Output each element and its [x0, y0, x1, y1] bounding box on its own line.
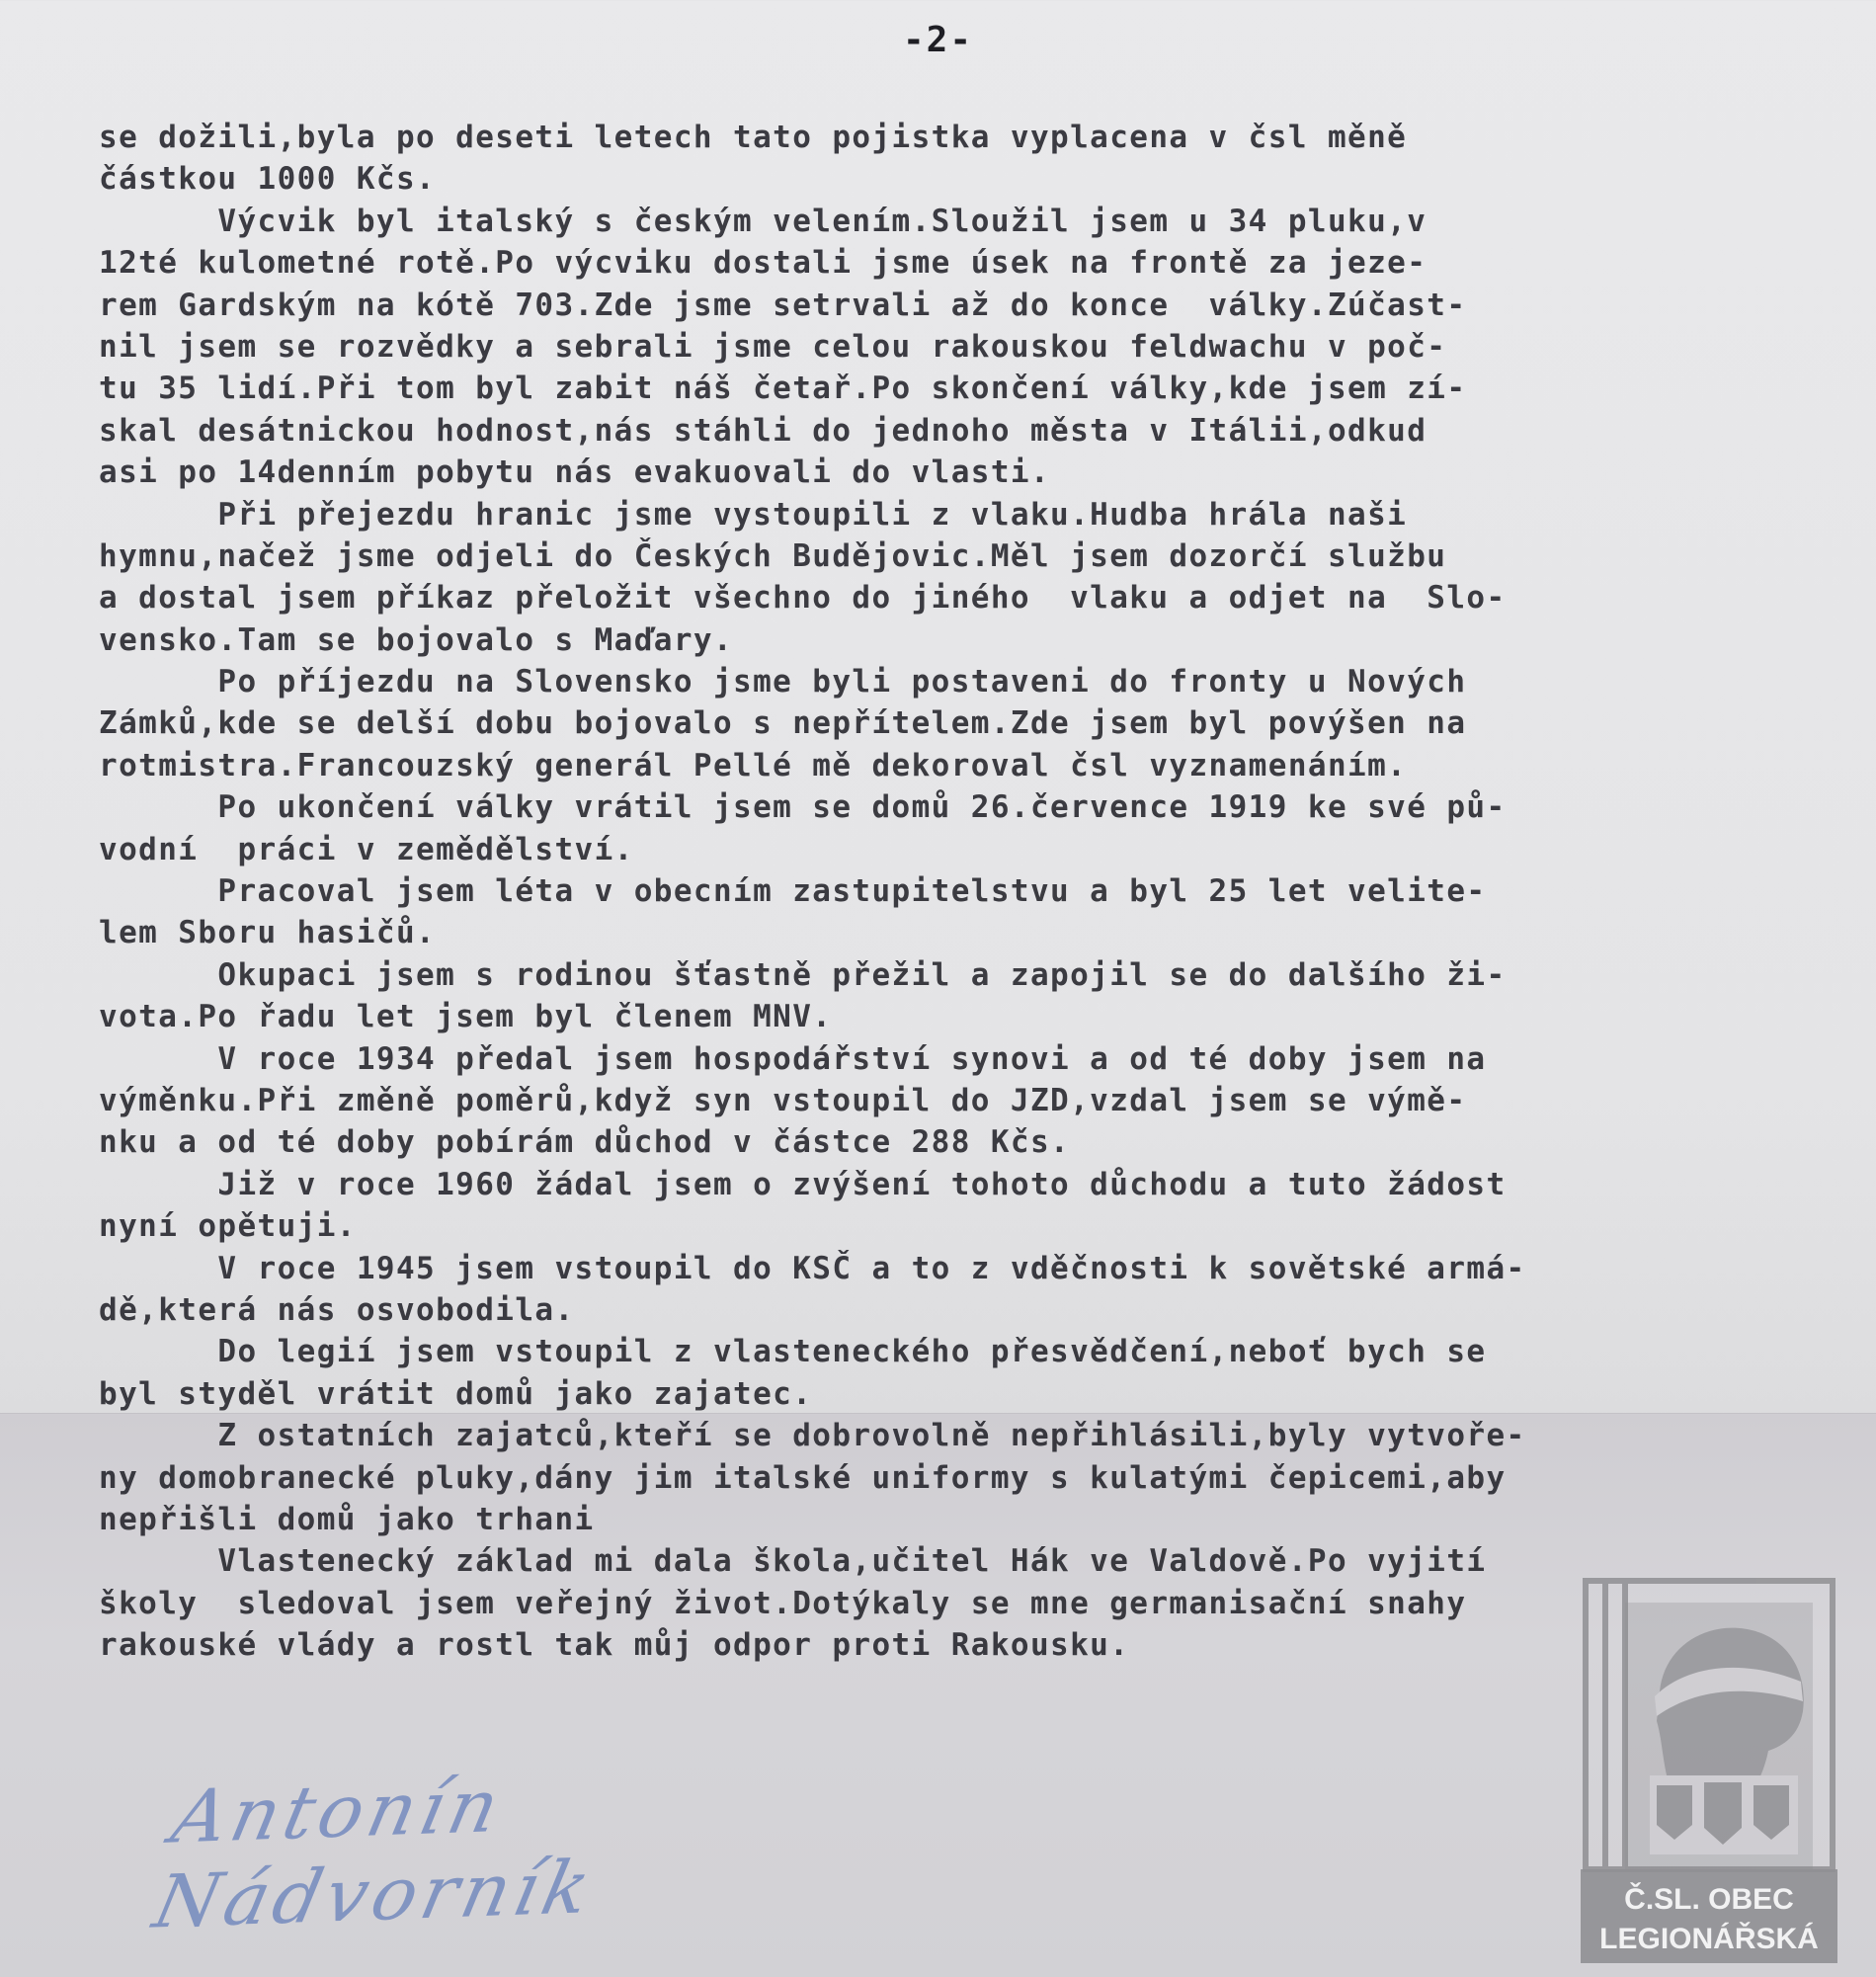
- text-line: tu 35 lidí.Při tom byl zabit náš četař.Po skončení války,kde jsem zí-: [99, 371, 1467, 407]
- text-line: Z ostatních zajatců,kteří se dobrovolně nepřihlásili,byly vytvoře-: [99, 1418, 1526, 1454]
- text-line: Po ukončení války vrátil jsem se domů 26.července 1919 ke své pů-: [99, 789, 1507, 826]
- handwritten-signature: [146, 1714, 938, 1945]
- text-line: výměnku.Při změně poměrů,když syn vstoupil do JZD,vzdal jsem se výmě-: [99, 1082, 1467, 1118]
- text-line: ny domobranecké pluky,dány jim italské uniformy s kulatými čepicemi,aby: [99, 1459, 1507, 1496]
- text-line: hymnu,načež jsme odjeli do Českých Budějovic.Měl jsem dozorčí službu: [99, 537, 1447, 574]
- text-line: nyní opětuji.: [99, 1208, 357, 1245]
- text-line: dě,která nás osvobodila.: [99, 1291, 575, 1328]
- text-line: V roce 1934 předal jsem hospodářství synovi a od té doby jsem na: [99, 1040, 1487, 1077]
- text-line: V roce 1945 jsem vstoupil do KSČ a to z vděčnosti k sovětské armá-: [99, 1250, 1526, 1286]
- text-line: nil jsem se rozvědky a sebrali jsme celou rakouskou feldwachu v poč-: [99, 328, 1447, 365]
- text-line: byl styděl vrátit domů jako zajatec.: [99, 1375, 813, 1412]
- text-line: asi po 14denním pobytu nás evakuovali do vlasti.: [99, 454, 1051, 491]
- legion-logo-watermark: [1566, 1573, 1852, 1968]
- text-line: rotmistra.Francouzský generál Pellé mě dekoroval čsl vyznamenáním.: [99, 747, 1408, 783]
- logo-text-line1: Č.SL. OBEC: [1624, 1883, 1794, 1916]
- text-line: Při přejezdu hranic jsme vystoupili z vlaku.Hudba hrála naši: [99, 496, 1408, 533]
- text-line: částkou 1000 Kčs.: [99, 161, 437, 198]
- text-line: nku a od té doby pobírám důchod v částce 288 Kčs.: [99, 1124, 1071, 1161]
- text-line: vensko.Tam se bojovalo s Maďary.: [99, 621, 734, 658]
- text-line: nepřišli domů jako trhani: [99, 1501, 595, 1537]
- text-line: a dostal jsem příkaz přeložit všechno do jiného vlaku a odjet na Slo-: [99, 580, 1507, 617]
- page-number: -2-: [902, 20, 974, 60]
- text-line: Již v roce 1960 žádal jsem o zvýšení tohoto důchodu a tuto žádost: [99, 1166, 1507, 1202]
- text-line: Zámků,kde se delší dobu bojovalo s nepřítelem.Zde jsem byl povýšen na: [99, 705, 1467, 742]
- text-line: Výcvik byl italský s českým velením.Sloužil jsem u 34 pluku,v: [99, 203, 1427, 239]
- text-line: Do legií jsem vstoupil z vlasteneckého přesvědčení,neboť bych se: [99, 1334, 1487, 1370]
- text-line: vodní práci v zemědělství.: [99, 831, 634, 867]
- text-line: školy sledoval jsem veřejný život.Dotýkaly se mne germanisační snahy: [99, 1585, 1467, 1621]
- text-line: se dožili,byla po deseti letech tato pojistka vyplacena v čsl měně: [99, 120, 1408, 155]
- text-line: Okupaci jsem s rodinou šťastně přežil a zapojil se do dalšího ži-: [99, 956, 1507, 993]
- text-line: rakouské vlády a rostl tak můj odpor proti Rakousku.: [99, 1627, 1130, 1664]
- typewritten-text: [99, 117, 1837, 1666]
- text-line: Po příjezdu na Slovensko jsme byli postaveni do fronty u Nových: [99, 664, 1467, 700]
- text-line: Vlastenecký základ mi dala škola,učitel Hák ve Valdově.Po vyjití: [99, 1543, 1487, 1580]
- text-line: 12té kulometné rotě.Po výcviku dostali jsme úsek na frontě za jeze-: [99, 245, 1427, 282]
- text-line: skal desátnickou hodnost,nás stáhli do jednoho města v Itálii,odkud: [99, 412, 1427, 449]
- text-line: rem Gardským na kótě 703.Zde jsme setrvali až do konce války.Zúčast-: [99, 287, 1467, 323]
- legion-emblem-icon: [1566, 1573, 1852, 1968]
- logo-text-line2: LEGIONÁŘSKÁ: [1599, 1923, 1819, 1955]
- text-line: lem Sboru hasičů.: [99, 915, 437, 951]
- text-line: vota.Po řadu let jsem byl členem MNV.: [99, 999, 833, 1035]
- signature-text: Antonín Nádvorník: [146, 1764, 603, 1945]
- text-line: Pracoval jsem léta v obecním zastupitelstvu a byl 25 let velite-: [99, 873, 1487, 910]
